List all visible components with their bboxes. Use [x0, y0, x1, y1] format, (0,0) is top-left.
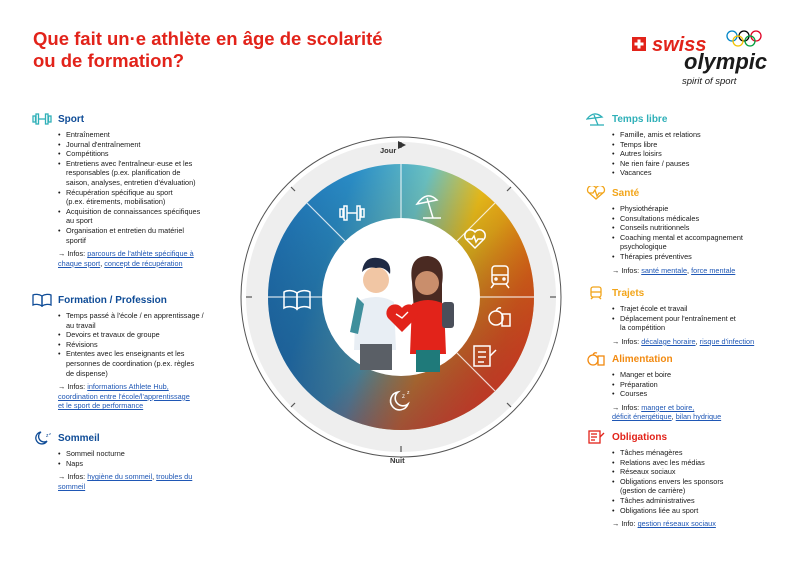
- trajets-link-infection[interactable]: risque d'infection: [699, 336, 755, 346]
- svg-text:z: z: [407, 390, 410, 396]
- swiss-olympic-logo: [630, 32, 780, 92]
- formation-link-sport-performance[interactable]: et le sport de performance: [58, 401, 144, 411]
- sante-item: • Physiothérapie: [620, 204, 786, 214]
- temps-libre-item: • Ne rien faire / pauses: [620, 159, 786, 169]
- swiss-flag-icon: [632, 37, 646, 51]
- temps-libre-title: Temps libre: [612, 113, 668, 125]
- alimentation-item: • Manger et boire: [620, 370, 786, 380]
- sport-link-parcours[interactable]: parcours de l'athlète spécifique à: [87, 249, 194, 259]
- formation-link-coordination[interactable]: coordination entre l'école/l'apprentissage: [58, 391, 190, 401]
- trajets-info: → Infos: décalage horaire, risque d'infection: [612, 336, 755, 346]
- obligations-item: • Obligations liée au sport: [620, 506, 786, 516]
- sport-link-chaque-sport[interactable]: chaque sport: [58, 258, 101, 268]
- obligations-title: Obligations: [612, 431, 667, 443]
- alimentation-info: → Infos: manger et boire, déficit énergétique, bilan hydrique: [612, 402, 722, 422]
- obligations-item: • Obligations envers les sponsors: [620, 477, 786, 487]
- sante-item-cont: psychologique: [620, 242, 667, 252]
- alimentation-item: • Courses: [620, 389, 786, 399]
- sport-item: • Entraînement: [66, 130, 232, 140]
- section-temps-libre: [586, 111, 786, 178]
- sante-item: • Coaching mental et accompagnement: [620, 233, 786, 243]
- sport-item: • Organisation et entretien du matériel: [66, 226, 232, 236]
- obligations-item: • Tâches administratives: [620, 496, 786, 506]
- section-sport: [32, 111, 232, 268]
- heart-icon: [586, 185, 606, 201]
- trajets-item: • Déplacement pour l'entraînement et: [620, 314, 786, 324]
- temps-libre-item: • Famille, amis et relations: [620, 130, 786, 140]
- formation-item-cont: personnes de coordination (p.ex. règles: [66, 358, 195, 368]
- sommeil-link-hygiene[interactable]: hygiène du sommeil: [87, 472, 153, 482]
- logo-swiss: swiss: [652, 34, 707, 56]
- info-prefix: → Infos:: [58, 249, 86, 259]
- formation-info: [58, 382, 232, 411]
- obligations-item-cont: (gestion de carrière): [620, 486, 686, 496]
- temps-libre-item: • Temps libre: [620, 140, 786, 150]
- section-sommeil: [32, 430, 232, 491]
- formation-item: • Temps passé à l'école / en apprentissage /: [66, 311, 232, 321]
- temps-libre-item: • Autres loisirs: [620, 149, 786, 159]
- sante-link-force-mentale[interactable]: force mentale: [691, 265, 736, 275]
- info-prefix: → Infos:: [612, 265, 640, 275]
- svg-text:z: z: [46, 433, 49, 439]
- sport-item: • Récupération spécifique au sport: [66, 188, 232, 198]
- train-icon: [586, 285, 606, 301]
- sommeil-link-troubles-cont[interactable]: sommeil: [58, 481, 86, 491]
- formation-item: • Révisions: [66, 340, 232, 350]
- page-title: Que fait un·e athlète en âge de scolarité ou de formation?: [33, 28, 383, 71]
- day-label: Jour: [380, 146, 397, 155]
- obligations-info: [612, 519, 786, 529]
- obligations-item: • Relations avec les médias: [620, 458, 786, 468]
- section-trajets: [586, 285, 786, 346]
- sport-item: • Entretiens avec l'entraîneur·euse et les: [66, 159, 232, 169]
- sport-item: • Compétitions: [66, 149, 232, 159]
- section-formation: [32, 292, 232, 411]
- sport-item-cont: responsables (p.ex. planification de: [66, 168, 181, 178]
- sante-item: • Consultations médicales: [620, 214, 786, 224]
- formation-item: • Ententes avec les enseignants et les: [66, 349, 232, 359]
- info-prefix: → Infos:: [612, 402, 640, 412]
- sommeil-link-troubles[interactable]: troubles du: [156, 472, 193, 482]
- night-label: Nuit: [390, 456, 405, 465]
- sante-link-sante-mentale[interactable]: santé mentale: [641, 265, 688, 275]
- trajets-link-decalage[interactable]: décalage horaire: [641, 336, 696, 346]
- sport-item-cont: (p.ex. étirements, mobilisation): [66, 197, 166, 207]
- sommeil-item: • Sommeil nocturne: [66, 449, 232, 459]
- trajets-item-cont: la compétition: [620, 323, 666, 333]
- svg-text:z: z: [402, 394, 405, 400]
- sommeil-item: • Naps: [66, 459, 232, 469]
- formation-link-athlete-hub[interactable]: informations Athlete Hub,: [87, 382, 169, 392]
- logo-tagline: spirit of sport: [682, 76, 737, 87]
- sport-item-cont: saison, analyses, entretien d'évaluation): [66, 177, 196, 187]
- book-icon: [32, 292, 52, 308]
- section-sante: [586, 185, 786, 275]
- info-prefix: → Info:: [612, 519, 636, 529]
- sante-title: Santé: [612, 187, 640, 199]
- formation-item: • Devoirs et travaux de groupe: [66, 330, 232, 340]
- info-prefix: → Infos:: [612, 336, 640, 346]
- sante-item: • Thérapies préventives: [620, 252, 786, 262]
- alimentation-item: • Préparation: [620, 380, 786, 390]
- sport-item-cont: au sport: [66, 216, 93, 226]
- formation-item-cont: au travail: [66, 320, 96, 330]
- obligations-link-reseaux[interactable]: gestion réseaux sociaux: [637, 519, 716, 529]
- temps-libre-item: • Vacances: [620, 168, 786, 178]
- formation-title: Formation / Profession: [58, 294, 167, 306]
- obligations-item: • Réseaux sociaux: [620, 467, 786, 477]
- dumbbell-icon: [32, 111, 52, 127]
- olympic-rings-icon: [726, 30, 762, 48]
- alimentation-link-deficit[interactable]: déficit énergétique: [612, 412, 672, 422]
- alimentation-link-manger[interactable]: manger et boire,: [641, 402, 695, 412]
- sport-item: • Acquisition de connaissances spécifiques: [66, 207, 232, 217]
- sommeil-title: Sommeil: [58, 432, 100, 444]
- section-alimentation: [586, 351, 786, 422]
- info-prefix: → Infos:: [58, 472, 86, 482]
- sport-title: Sport: [58, 113, 85, 125]
- activity-wheel: [236, 132, 566, 462]
- trajets-title: Trajets: [612, 287, 645, 299]
- alimentation-title: Alimentation: [612, 353, 673, 365]
- umbrella-icon: [586, 111, 606, 127]
- moon-icon: [32, 430, 52, 446]
- sante-item: • Conseils nutritionnels: [620, 223, 786, 233]
- sport-info: → Infos: parcours de l'athlète spécifique à chaque sport, concept de récupération: [58, 249, 194, 268]
- section-obligations: [586, 429, 786, 529]
- checklist-icon: [586, 429, 606, 445]
- svg-text:z: z: [49, 431, 51, 436]
- formation-item-cont: de dispense): [66, 368, 108, 378]
- sante-info: → Infos: santé mentale, force mentale: [612, 265, 736, 275]
- sport-link-recuperation[interactable]: concept de récupération: [104, 258, 183, 268]
- logo-olympic: olympic: [684, 49, 768, 74]
- sport-item: • Journal d'entraînement: [66, 140, 232, 150]
- info-prefix: → Infos:: [58, 382, 86, 392]
- trajets-item: • Trajet école et travail: [620, 304, 786, 314]
- alimentation-link-bilan[interactable]: bilan hydrique: [675, 412, 722, 422]
- obligations-item: • Tâches ménagères: [620, 448, 786, 458]
- food-icon: [586, 351, 606, 367]
- sport-item-cont: sportif: [66, 235, 86, 245]
- sommeil-info: → Infos: hygiène du sommeil, troubles du sommeil: [58, 472, 193, 491]
